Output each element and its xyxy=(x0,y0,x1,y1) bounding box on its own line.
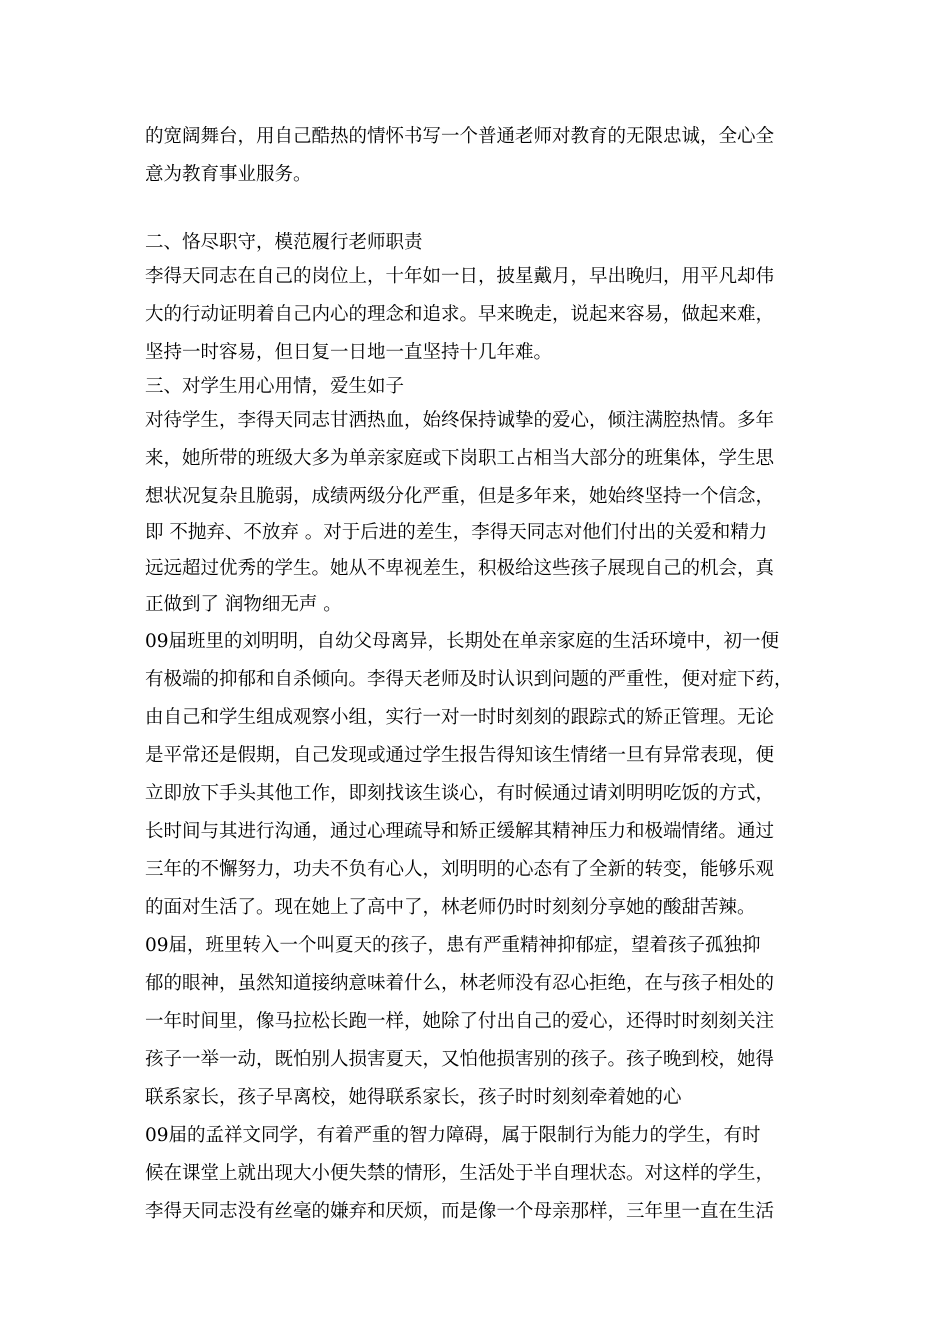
text-line: 有极端的抑郁和自杀倾向。李得天老师及时认识到问题的严重性，便对症下药， xyxy=(145,669,793,690)
text-line: 来，她所带的班级大多为单亲家庭或下岗职工占相当大部分的班集体，学生思 xyxy=(145,448,775,469)
text-line: 09届，班里转入一个叫夏天的孩子，患有严重精神抑郁症，望着孩子孤独抑 xyxy=(145,935,761,956)
text-line: 由自己和学生组成观察小组，实行一对一时时刻刻的跟踪式的矫正管理。无论 xyxy=(145,707,775,728)
text-line: 是平常还是假期，自己发现或通过学生报告得知该生情绪一旦有异常表现，便 xyxy=(145,745,775,766)
text-line: 远远超过优秀的学生。她从不卑视差生，积极给这些孩子展现自己的机会，真 xyxy=(145,558,775,579)
text-line: 的面对生活了。现在她上了高中了，林老师仍时时刻刻分享她的酸甜苦辣。 xyxy=(145,897,756,918)
text-line: 一年时间里，像马拉松长跑一样，她除了付出自己的爱心，还得时时刻刻关注 xyxy=(145,1011,775,1032)
text-line: 09届的孟祥文同学，有着严重的智力障碍，属于限制行为能力的学生，有时 xyxy=(145,1125,761,1146)
text-line: 对待学生，李得天同志甘洒热血，始终保持诚挚的爱心，倾注满腔热情。多年 xyxy=(145,410,775,431)
text-line: 李得天同志在自己的岗位上，十年如一日，披星戴月，早出晚归，用平凡却伟 xyxy=(145,266,775,287)
text-line: 立即放下手头其他工作，即刻找该生谈心，有时候通过请刘明明吃饭的方式， xyxy=(145,783,775,804)
text-line: 候在课堂上就出现大小便失禁的情形，生活处于半自理状态。对这样的学生， xyxy=(145,1163,775,1184)
text-line: 三年的不懈努力，功夫不负有心人，刘明明的心态有了全新的转变，能够乐观 xyxy=(145,859,775,880)
text-line: 孩子一举一动，既怕别人损害夏天，又怕他损害别的孩子。孩子晚到校，她得 xyxy=(145,1049,775,1070)
text-line: 意为教育事业服务。 xyxy=(145,164,312,185)
text-line: 想状况复杂且脆弱，成绩两级分化严重，但是多年来，她始终坚持一个信念， xyxy=(145,486,775,507)
text-line: 郁的眼神，虽然知道接纳意味着什么，林老师没有忍心拒绝，在与孩子相处的 xyxy=(145,973,775,994)
text-line: 李得天同志没有丝毫的嫌弃和厌烦，而是像一个母亲那样，三年里一直在生活 xyxy=(145,1201,775,1222)
text-line: 长时间与其进行沟通，通过心理疏导和矫正缓解其精神压力和极端情绪。通过 xyxy=(145,821,775,842)
text-line: 正做到了 润物细无声 。 xyxy=(145,594,342,615)
text-line: 坚持一时容易，但日复一日地一直坚持十几年难。 xyxy=(145,342,553,363)
text-line: 联系家长，孩子早离校，她得联系家长，孩子时时刻刻牵着她的心 xyxy=(145,1087,682,1108)
text-line: 即 不抛弃、不放弃 。对于后进的差生，李得天同志对他们付出的关爱和精力 xyxy=(145,522,768,543)
text-line: 09届班里的刘明明，自幼父母离异，长期处在单亲家庭的生活环境中，初一便 xyxy=(145,631,780,652)
section-heading: 三、对学生用心用情，爱生如子 xyxy=(145,376,405,397)
text-line: 大的行动证明着自己内心的理念和追求。早来晚走，说起来容易，做起来难， xyxy=(145,304,775,325)
section-heading: 二、恪尽职守，模范履行老师职责 xyxy=(145,232,423,253)
text-line: 的宽阔舞台，用自己酷热的情怀书写一个普通老师对教育的无限忠诚，全心全 xyxy=(145,126,775,147)
